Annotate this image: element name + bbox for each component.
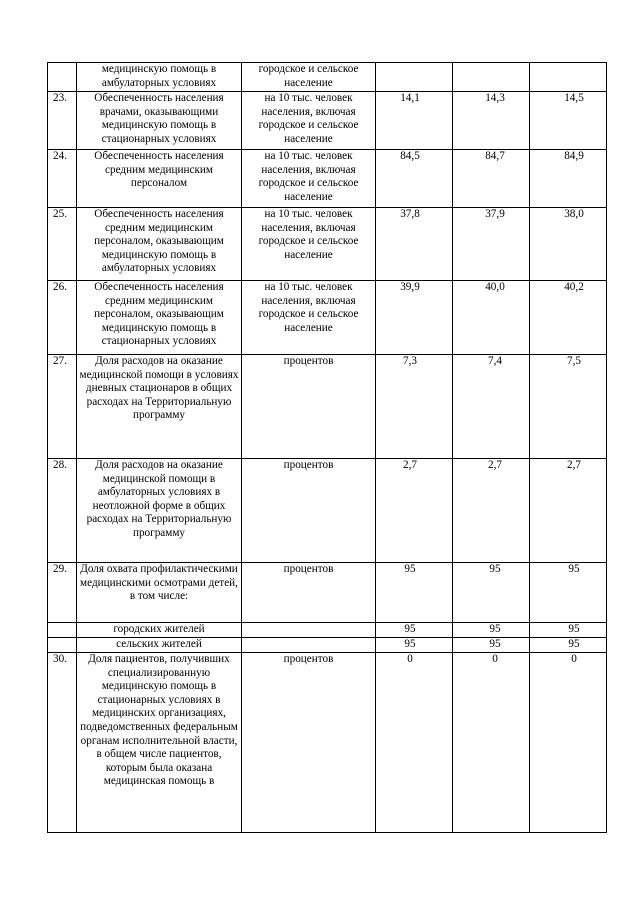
indicator-name: Обеспеченность населения средним медицинским персоналом, оказывающим медицинскую помощь в стационарных условиях [77,281,242,355]
indicator-name: Доля расходов на оказание медицинской помощи в амбулаторных условиях в неотложной форме в общих расходах на Территориальную программу [77,459,242,563]
unit-of-measure [242,623,376,638]
table-row [48,208,607,281]
row-number: 24. [48,150,77,208]
value-year-2: 2,7 [453,459,530,563]
unit-of-measure: городское и сельское население [242,63,376,92]
table-row [48,623,607,638]
row-number: 27. [48,355,77,459]
table-row [48,653,607,833]
indicator-name: Доля пациентов, получивших специализированную медицинскую помощь в стационарных условиях в медицинских организациях, подведомственных федеральным органам исполнительной власти, в общем числе пациентов, которым была оказана медицинская помощь в [77,653,242,833]
value-year-1: 84,5 [376,150,453,208]
indicator-name: сельских жителей [77,638,242,653]
value-year-3: 7,5 [530,355,607,459]
row-number: 23. [48,92,77,150]
value-year-3: 40,2 [530,281,607,355]
unit-of-measure [242,638,376,653]
indicator-name: Обеспеченность населения средним медицинским персоналом [77,150,242,208]
table-row [48,638,607,653]
table-row [48,63,607,92]
indicator-name: Обеспеченность населения средним медицинским персоналом, оказывающим медицинскую помощь в амбулаторных условиях [77,208,242,281]
row-number: 29. [48,563,77,623]
value-year-2: 0 [453,653,530,833]
value-year-3: 95 [530,563,607,623]
indicator-name: Обеспеченность населения врачами, оказывающими медицинскую помощь в стационарных условиях [77,92,242,150]
value-year-3: 14,5 [530,92,607,150]
value-year-1: 95 [376,623,453,638]
unit-of-measure: процентов [242,653,376,833]
row-number [48,63,77,92]
unit-of-measure: на 10 тыс. человек населения, включая городское и сельское население [242,150,376,208]
row-number: 30. [48,653,77,833]
value-year-2: 84,7 [453,150,530,208]
value-year-1: 37,8 [376,208,453,281]
value-year-3: 95 [530,623,607,638]
table-row [48,459,607,563]
unit-of-measure: процентов [242,459,376,563]
row-number [48,623,77,638]
value-year-2: 14,3 [453,92,530,150]
value-year-2: 95 [453,563,530,623]
value-year-3: 0 [530,653,607,833]
indicator-name: городских жителей [77,623,242,638]
value-year-3: 95 [530,638,607,653]
table-row [48,92,607,150]
value-year-1 [376,63,453,92]
table-row [48,281,607,355]
row-number: 25. [48,208,77,281]
value-year-2: 7,4 [453,355,530,459]
value-year-3: 2,7 [530,459,607,563]
value-year-3 [530,63,607,92]
value-year-2: 40,0 [453,281,530,355]
value-year-1: 95 [376,563,453,623]
value-year-1: 2,7 [376,459,453,563]
unit-of-measure: на 10 тыс. человек населения, включая городское и сельское население [242,281,376,355]
indicators-table [47,62,607,833]
indicator-name: медицинскую помощь в амбулаторных условиях [77,63,242,92]
table-row [48,150,607,208]
unit-of-measure: на 10 тыс. человек населения, включая городское и сельское население [242,208,376,281]
unit-of-measure: процентов [242,355,376,459]
value-year-2 [453,63,530,92]
indicator-name: Доля расходов на оказание медицинской помощи в условиях дневных стационаров в общих расходах на Территориальную программу [77,355,242,459]
value-year-1: 39,9 [376,281,453,355]
row-number [48,638,77,653]
indicator-name: Доля охвата профилактическими медицинскими осмотрами детей, в том числе: [77,563,242,623]
row-number: 28. [48,459,77,563]
value-year-1: 14,1 [376,92,453,150]
value-year-2: 37,9 [453,208,530,281]
unit-of-measure: процентов [242,563,376,623]
value-year-1: 0 [376,653,453,833]
value-year-3: 84,9 [530,150,607,208]
value-year-2: 95 [453,638,530,653]
value-year-1: 95 [376,638,453,653]
value-year-3: 38,0 [530,208,607,281]
table-row [48,355,607,459]
row-number: 26. [48,281,77,355]
value-year-2: 95 [453,623,530,638]
value-year-1: 7,3 [376,355,453,459]
table-body [48,63,607,833]
table-row [48,563,607,623]
unit-of-measure: на 10 тыс. человек населения, включая городское и сельское население [242,92,376,150]
